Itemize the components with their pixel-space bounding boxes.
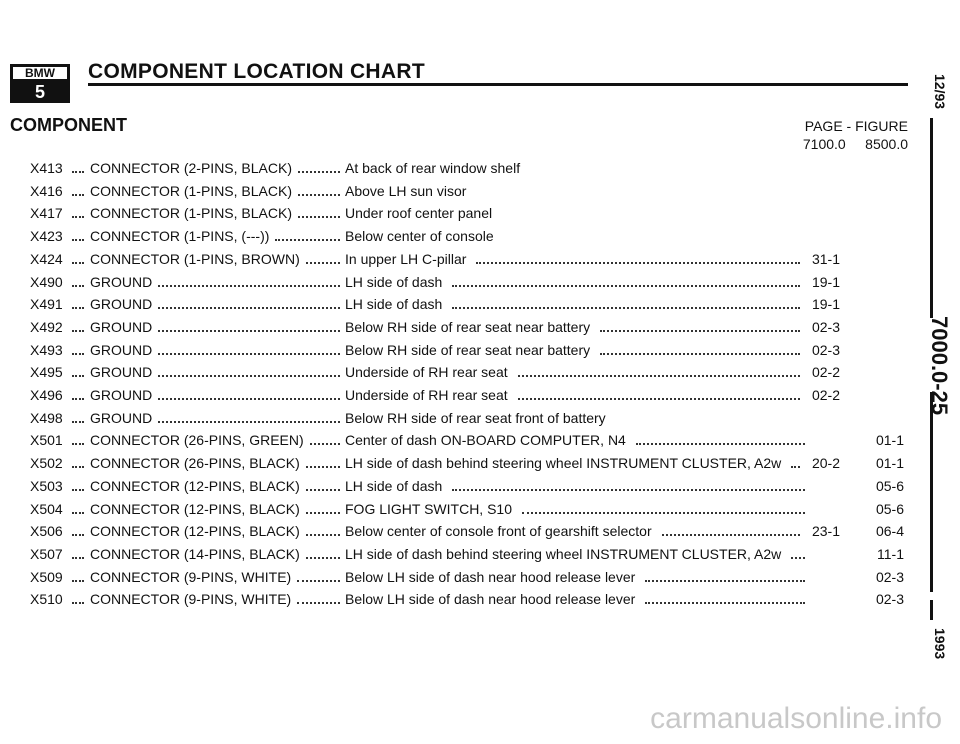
dot-leader [518,373,800,377]
row-component: CONNECTOR (12-PINS, BLACK) [90,477,300,494]
dot-leader [72,169,84,173]
column-header-page-figure [803,117,908,153]
row-page-ref: 19-1 [811,296,840,313]
row-component: CONNECTOR (9-PINS, WHITE) [90,591,292,608]
row-code: X503 [30,477,63,494]
dot-leader [452,283,800,287]
dot-leader [72,464,84,468]
row-location: LH side of dash [345,296,443,313]
dot-leader [298,169,340,173]
row-component: GROUND [90,341,153,358]
page-figure-label: PAGE - FIGURE [804,118,908,134]
row-code: X492 [30,318,63,335]
side-date: 12/93 [932,74,948,110]
dot-leader [158,328,340,332]
row-component: CONNECTOR (12-PINS, BLACK) [90,500,300,517]
row-code: X507 [30,545,63,562]
row-code: X490 [30,273,63,290]
row-page-ref: 19-1 [811,273,840,290]
dot-leader [645,600,805,604]
row-component: CONNECTOR (1-PINS, (---)) [90,228,270,245]
side-year: 1993 [932,628,948,660]
row-code: X495 [30,364,63,381]
dot-leader [476,260,800,264]
row-figure-ref: 01-1 [875,455,904,472]
watermark: carmanualsonline.info [650,702,942,735]
row-figure-ref: 05-6 [875,477,904,494]
dot-leader [297,600,340,604]
row-component: GROUND [90,387,153,403]
row-component: CONNECTOR (1-PINS, BLACK) [90,205,292,222]
logo-series-text: 5 [10,81,70,103]
row-code: X417 [30,205,63,222]
row-location: Underside of RH rear seat [345,387,508,403]
dot-leader [72,214,84,218]
row-location: Below RH side of rear seat front of battery [345,409,606,426]
row-figure-ref: 02-3 [875,591,904,608]
table-row [0,362,900,382]
table-row [0,567,904,587]
dot-leader [72,510,84,514]
dot-leader [72,260,84,264]
dot-leader [158,419,340,423]
row-location: LH side of dash [345,477,443,494]
row-page-ref: 02-2 [811,387,840,403]
row-code: X413 [30,160,63,176]
dot-leader [72,555,84,559]
dot-leader [306,532,340,536]
dot-leader [72,532,84,536]
side-rule-bottom [930,600,933,620]
dot-leader [72,373,84,377]
row-code: X496 [30,387,63,403]
row-component: GROUND [90,364,153,381]
row-component: CONNECTOR (12-PINS, BLACK) [90,523,300,540]
dot-leader [72,351,84,355]
dot-leader [72,487,84,491]
row-component: CONNECTOR (2-PINS, BLACK) [90,160,292,176]
row-figure-ref: 11-1 [877,545,904,562]
row-location: Under roof center panel [345,205,493,222]
row-page-ref: 23-1 [811,523,840,540]
row-component: GROUND [90,409,153,426]
row-location: Below RH side of rear seat near battery [345,318,591,335]
row-code: X506 [30,523,63,540]
dot-leader [600,328,800,332]
dot-leader [158,305,340,309]
row-location: Below center of console [345,228,494,245]
table-row [0,589,904,609]
row-component: CONNECTOR (26-PINS, GREEN) [90,432,304,449]
row-code: X498 [30,409,63,426]
row-code: X510 [30,591,63,608]
table-row [0,521,904,541]
table-row [0,181,900,201]
dot-leader [636,441,805,445]
dot-leader [662,532,800,536]
table-row [0,158,900,178]
dot-leader [522,510,805,514]
dot-leader [72,237,84,241]
table-row [0,408,900,428]
row-code: X504 [30,500,63,517]
bmw-5-logo [10,64,70,104]
row-location: At back of rear window shelf [345,160,521,176]
row-code: X423 [30,228,63,245]
row-component: CONNECTOR (1-PINS, BLACK) [90,182,292,199]
table-row [0,499,904,519]
row-location: Below center of console front of gearshift selector [345,523,652,540]
side-page-code: 7000.0-25 [927,316,952,416]
logo-bmw-text: BMW [10,64,70,82]
row-location: Underside of RH rear seat [345,364,508,381]
row-page-ref: 02-2 [811,364,840,381]
row-component: GROUND [90,318,153,335]
dot-leader [306,487,340,491]
row-code: X416 [30,182,63,199]
table-row [0,294,900,314]
table-row [0,453,904,473]
row-location: LH side of dash [345,273,443,290]
row-component: GROUND [90,273,153,290]
dot-leader [275,237,340,241]
row-page-ref: 31-1 [811,250,840,267]
table-row [0,476,904,496]
row-page-ref: 02-3 [811,318,840,335]
row-location: LH side of dash behind steering wheel INSTRUMENT CLUSTER, A2w [345,455,782,472]
dot-leader [158,373,340,377]
dot-leader [306,555,340,559]
dot-leader [452,305,800,309]
row-code: X509 [30,568,63,585]
row-code: X424 [30,250,63,267]
dot-leader [298,192,340,196]
row-code: X491 [30,296,63,313]
side-rule-middle [930,392,933,592]
dot-leader [645,578,805,582]
row-location: FOG LIGHT SWITCH, S10 [345,500,512,517]
dot-leader [158,283,340,287]
dot-leader [72,328,84,332]
dot-leader [600,351,800,355]
dot-leader [72,578,84,582]
row-location: Center of dash ON-BOARD COMPUTER, N4 [345,432,626,449]
dot-leader [158,396,340,400]
table-row [0,340,900,360]
row-location: Above LH sun visor [345,182,467,199]
dot-leader [72,192,84,196]
row-component: GROUND [90,296,153,313]
row-page-ref: 20-2 [811,455,840,472]
dot-leader [518,396,800,400]
page-figure-refs [803,135,908,153]
row-component: CONNECTOR (26-PINS, BLACK) [90,455,300,472]
title-divider [88,83,908,86]
dot-leader [158,351,340,355]
dot-leader [72,441,84,445]
table-row [0,430,904,450]
dot-leader [306,510,340,514]
dot-leader [306,464,340,468]
table-row [0,272,900,292]
row-figure-ref: 02-3 [875,568,904,585]
row-location: In upper LH C-pillar [345,250,467,267]
dot-leader [452,487,805,491]
dot-leader [72,305,84,309]
row-location: LH side of dash behind steering wheel INSTRUMENT CLUSTER, A2w [345,545,782,562]
row-location: Below LH side of dash near hood release lever [345,568,636,585]
dot-leader [72,396,84,400]
row-figure-ref: 01-1 [875,432,904,449]
row-component: CONNECTOR (9-PINS, WHITE) [90,568,292,585]
table-row [0,249,900,269]
dot-leader [306,260,340,264]
row-component: CONNECTOR (14-PINS, BLACK) [90,545,300,562]
row-figure-ref: 05-6 [875,500,904,517]
row-code: X502 [30,455,63,472]
figure-ref: 8500.0 [865,136,908,152]
table-row [0,544,904,564]
dot-leader [298,214,340,218]
row-figure-ref: 06-4 [875,523,904,540]
row-code: X501 [30,432,63,449]
table-row [0,226,900,246]
dot-leader [297,578,340,582]
dot-leader [72,283,84,287]
side-rule-top [930,118,933,318]
table-row [0,203,900,223]
row-page-ref: 02-3 [811,341,840,358]
row-component: CONNECTOR (1-PINS, BROWN) [90,250,300,267]
row-location: Below RH side of rear seat near battery [345,341,591,358]
dot-leader [72,600,84,604]
row-code: X493 [30,341,63,358]
dot-leader [72,419,84,423]
table-row [0,317,900,337]
dot-leader [310,441,340,445]
row-location: Below LH side of dash near hood release lever [345,591,636,608]
page-ref: 7100.0 [802,136,846,152]
dot-leader [791,464,800,468]
dot-leader [791,555,805,559]
table-row [0,385,900,405]
page-title: COMPONENT LOCATION CHART [88,60,425,83]
column-header-component: COMPONENT [10,115,127,135]
